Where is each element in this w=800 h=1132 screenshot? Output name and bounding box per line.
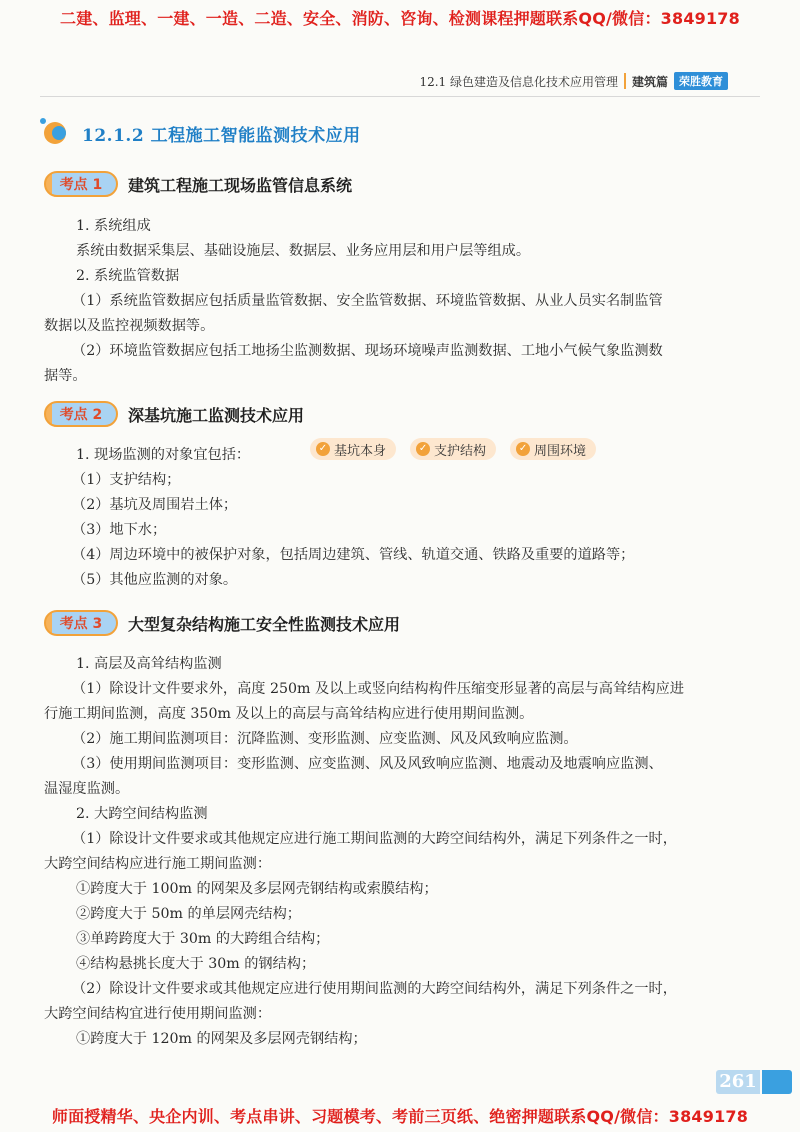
kp2-line-5: （4）周边环境中的被保护对象，包括周边建筑、管线、轨道交通、铁路及重要的道路等；: [72, 547, 635, 563]
kp1-line-1: 1. 系统组成: [76, 218, 151, 234]
kp2-line-3: （2）基坑及周围岩土体；: [72, 497, 238, 513]
check-icon: ✓: [416, 442, 430, 456]
bottom-banner: 师面授精华、央企内训、考点串讲、习题模考、考前三页纸、绝密押题联系QQ/微信：3849178: [51, 1107, 749, 1126]
brand-logo: 荣胜教育: [674, 72, 728, 90]
check-icon: ✓: [316, 442, 330, 456]
kp3-line-10: ①跨度大于 100m 的网架及多层网壳钢结构或索膜结构；: [76, 881, 438, 897]
chip-foundation-pit: ✓ 基坑本身: [310, 438, 396, 460]
page-number: 261: [716, 1070, 760, 1094]
kp2-line-6: （5）其他应监测的对象。: [72, 572, 238, 588]
kp3-line-9: 大跨空间结构应进行施工期间监测：: [44, 856, 272, 872]
page-tab: [762, 1070, 792, 1094]
section-logo-icon: [40, 118, 74, 148]
kp3-line-3: 行施工期间监测，高度 350m 及以上的高层与高耸结构应进行使用期间监测。: [44, 706, 534, 722]
kp3-line-5: （3）使用期间监测项目：变形监测、应变监测、风及风致响应监测、地震动及地震响应监测、: [72, 756, 663, 772]
kp3-line-11: ②跨度大于 50m 的单层网壳结构；: [76, 906, 301, 922]
kp3-line-13: ④结构悬挑长度大于 30m 的钢结构；: [76, 956, 316, 972]
kaodian-1-badge: 考点 1: [44, 171, 118, 197]
chip-surroundings: ✓ 周围环境: [510, 438, 596, 460]
header-rule: [40, 96, 760, 97]
kaodian-2-heading: 深基坑施工监测技术应用: [128, 405, 305, 425]
kaodian-2: [44, 401, 304, 427]
kp3-line-14: （2）除设计文件要求或其他规定应进行使用期间监测的大跨空间结构外，满足下列条件之一时，: [72, 981, 677, 997]
kp3-line-15: 大跨空间结构宜进行使用期间监测：: [44, 1006, 272, 1022]
kp1-line-4: （1）系统监管数据应包括质量监管数据、安全监管数据、环境监管数据、从业人员实名制监管: [72, 293, 663, 309]
kp2-line-1: 1. 现场监测的对象宜包括：: [76, 447, 251, 463]
kp3-line-8: （1）除设计文件要求或其他规定应进行施工期间监测的大跨空间结构外，满足下列条件之一时，: [72, 831, 677, 847]
kaodian-3-badge: 考点 3: [44, 610, 118, 636]
kaodian-1-heading: 建筑工程施工现场监管信息系统: [128, 175, 353, 195]
kp1-line-6: （2）环境监管数据应包括工地扬尘监测数据、现场环境噪声监测数据、工地小气候气象监测数: [72, 343, 663, 359]
kaodian-3: [44, 610, 400, 636]
kp2-line-4: （3）地下水；: [72, 522, 167, 538]
kp1-line-2: 系统由数据采集层、基础设施层、数据层、业务应用层和用户层等组成。: [76, 243, 531, 259]
chapter-title: 12.1 绿色建造及信息化技术应用管理: [419, 74, 618, 89]
kp3-line-7: 2. 大跨空间结构监测: [76, 806, 208, 822]
check-icon: ✓: [516, 442, 530, 456]
monitoring-object-chips: [310, 438, 596, 460]
running-head: [419, 70, 728, 92]
kp1-line-7: 据等。: [44, 368, 87, 384]
kp2-line-2: （1）支护结构；: [72, 472, 181, 488]
kp3-line-12: ③单跨跨度大于 30m 的大跨组合结构；: [76, 931, 330, 947]
kp3-line-16: ①跨度大于 120m 的网架及多层网壳钢结构；: [76, 1031, 367, 1047]
kaodian-2-badge: 考点 2: [44, 401, 118, 427]
kp3-line-4: （2）施工期间监测项目：沉降监测、变形监测、应变监测、风及风致响应监测。: [72, 731, 578, 747]
divider: [624, 73, 626, 89]
kaodian-1: [44, 171, 352, 197]
kp3-line-6: 温湿度监测。: [44, 781, 130, 797]
kp3-line-2: （1）除设计文件要求外，高度 250m 及以上或竖向结构构件压缩变形显著的高层与高耸结构应进: [72, 681, 684, 697]
kp1-line-5: 数据以及监控视频数据等。: [44, 318, 215, 334]
chip-support-structure: ✓ 支护结构: [410, 438, 496, 460]
section-title: [40, 118, 361, 148]
section-title-text: 12.1.2 工程施工智能监测技术应用: [82, 125, 361, 146]
part-tag: 建筑篇: [631, 74, 668, 89]
kp3-line-1: 1. 高层及高耸结构监测: [76, 656, 222, 672]
kaodian-3-heading: 大型复杂结构施工安全性监测技术应用: [128, 614, 401, 634]
kp1-line-3: 2. 系统监管数据: [76, 268, 180, 284]
top-banner: 二建、监理、一建、一造、二造、安全、消防、咨询、检测课程押题联系QQ/微信：3849178: [60, 9, 740, 28]
